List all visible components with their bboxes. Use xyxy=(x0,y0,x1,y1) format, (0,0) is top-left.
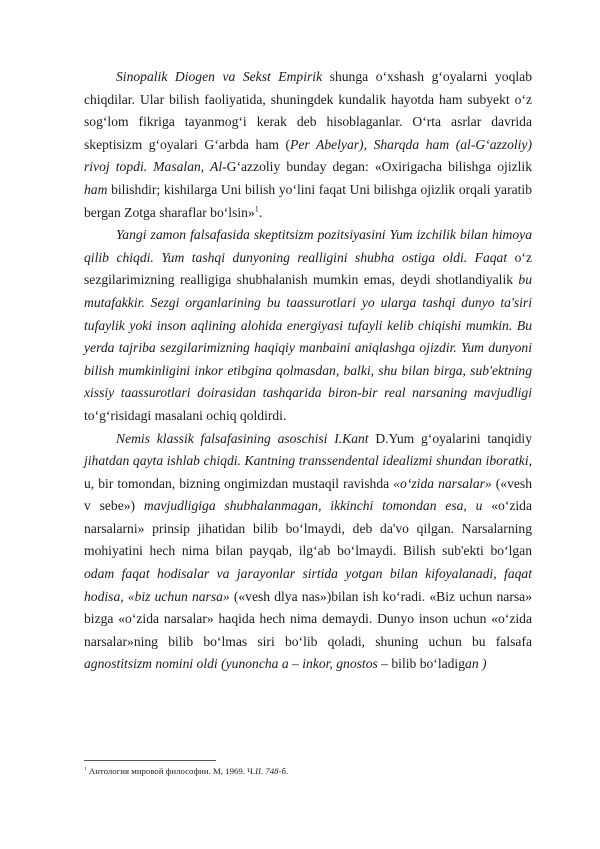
text-run: «o‘zida narsalar» xyxy=(393,475,492,491)
text-run: odam faqat hodisalar va jarayonlar sirtida yotgan bilan kifoyalanadi, faqat hodisa, «biz uchun narsa» xyxy=(84,566,532,604)
text-run: mavjudligiga shubhalanmagan, ikkinchi tomondan esa, u xyxy=(143,498,483,514)
footnote-separator xyxy=(84,760,216,761)
footnote xyxy=(84,766,288,776)
text-run: bu mutafakkir. Sezgi organlarining bu taassurotlari yo ularga tashqi dunyo ta'siri tufaylik yoki inson aqlining alohida energiyasi tufayli kelib chiqishi mumkin. Bu yerda tajriba sezgilarimizning haqiqiy manbaini aniqlashga ojizdir. Yum dunyoni bilish mumkinligini inkor etibgina qolmasdan, balki, shu bilan birga, sub'ektning xissiy taassurotlari doirasidan tashqarida biron-bir real narsaning mavjudligi xyxy=(84,272,532,401)
paragraph-kant xyxy=(84,428,532,677)
text-run: Per Abelyar), Sharqda ham (al-G‘azzoliy) rivoj topdi. Masalan, Al xyxy=(84,136,532,175)
footnote-text: Антология мировой философии. М, 1969. Ч. xyxy=(86,766,256,776)
footnote-marker: 1 xyxy=(84,766,87,773)
text-run: Sinopalik Diogen va Sekst Empirik xyxy=(116,69,323,84)
text-run: Nemis klassik falsafasining asoschisi I.Kant xyxy=(116,430,369,446)
footnote-text-italic: II. 748 xyxy=(255,766,279,776)
text-run: («vesh dlya nas»)bilan ish ko‘radi. «Biz uchun narsa» bizga «o‘zida narsalar» haqida hech nima demaydi. Dunyo inson uchun «o‘zida narsalar»ning bilib bo‘lmas siri bo‘lib qoladi, shuning uchun bu falsafa xyxy=(84,588,532,649)
text-run: ham xyxy=(84,181,108,197)
text-run: shunga o‘xshash g‘oyalarni yoqlab chiqdilar. Ular bilish faoliyatida, shuningdek kundalik hayotda ham subyekt o‘z sog‘lom fikriga tayanmog‘i kerak deb hisoblaganlar. O‘rta asrlar davrida skeptisizm g‘oyalari G‘arbda ham ( xyxy=(84,69,532,152)
text-run: o‘z sezgilarimizning realligiga shubhalanish mumkin emas, deydi shotlandiyalik xyxy=(84,249,532,288)
text-run: . xyxy=(258,204,263,220)
text-run: bilib bo‘ladig xyxy=(387,656,466,672)
paragraph-hume xyxy=(84,224,532,427)
text-run: to‘g‘risidagi masalani ochiq qoldirdi. xyxy=(84,407,287,423)
text-run: bilishdir; kishilarga Uni bilish yo‘lini faqat Uni bilishga ojizlik orqali yaratib bergan Zotga sharaflar bo‘lsin» xyxy=(84,181,532,220)
text-run: Yangi zamon falsafasida skeptitsizm pozitsiyasini Yum izchilik bilan himoya qilib chiqdi. Yum tashqi dunyoning realligini shubha ostiga oldi. Faqat xyxy=(84,227,532,265)
footnote-reference: 1 xyxy=(254,204,259,214)
text-run: u, bir tomondan, bizning ongimizdan mustaqil ravishda xyxy=(84,475,394,491)
text-run: («vesh v sebe») xyxy=(84,475,533,514)
text-run: «o‘zida narsalarni» prinsip jihatidan bilib bo‘lmaydi, deb da'vo qilgan. Narsalarning mohiyatini hech nima bilan payqab, ilg‘ab bo‘lmaydi. Bilish sub'ekti bo‘lgan xyxy=(84,498,532,559)
text-run: an ) xyxy=(465,656,487,672)
document-body xyxy=(84,66,532,676)
text-run: agnostitsizm nomini oldi (yunoncha a – inkor, gnostos – xyxy=(84,656,388,672)
footnote-text-tail: -б. xyxy=(278,766,289,776)
paragraph-skepticism-ancient xyxy=(84,66,532,224)
text-run: -G‘azzoliy bunday degan: «Oxirigacha bilishga ojizlik xyxy=(222,159,532,175)
text-run: D.Yum g‘oyalarini tanqidiy xyxy=(368,430,532,446)
text-run: jihatdan qayta ishlab chiqdi. Kantning transsendental idealizmi shundan iboratki, xyxy=(84,453,532,469)
